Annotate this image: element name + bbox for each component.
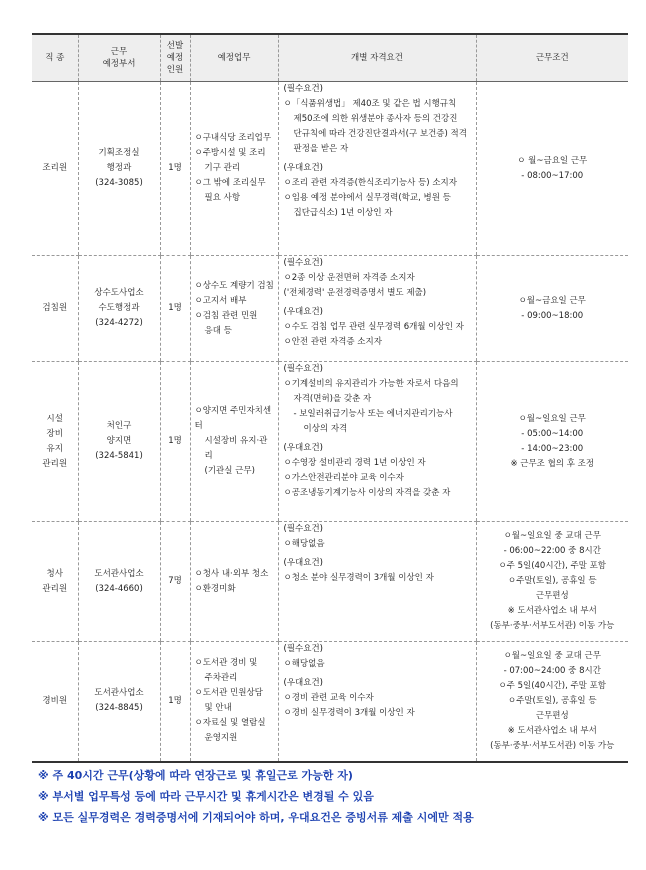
preferred-line: 집단급식소) 1년 이상인 자	[293, 208, 393, 218]
preferred-title: (우대요건)	[283, 678, 323, 688]
duty-line: ㅇ검침 관련 민원	[194, 310, 258, 321]
preferred-title: (우대요건)	[283, 558, 323, 568]
preferred-line: ㅇ청소 분야 실무경력이 3개월 이상인 자	[283, 573, 434, 583]
job-type-text: 경비원	[42, 695, 68, 706]
condition-line: ㅇ주 5일(40시간), 주말 포함	[498, 680, 607, 691]
header-count: 선발 예정 인원	[160, 34, 190, 82]
condition-line: ㅇ월~일요일 중 교대 근무	[503, 650, 601, 661]
department-text: (324-4660)	[95, 583, 143, 594]
job-type-text: 관리원	[42, 458, 68, 469]
required-line: 이상의 자격	[303, 424, 348, 434]
requirements-cell	[278, 362, 476, 522]
count-text: 1명	[168, 163, 182, 173]
job-type-text: 시설	[46, 413, 63, 424]
department-text: (324-8845)	[95, 703, 143, 714]
table-row	[32, 256, 628, 362]
required-line: ('전체경력' 운전경력증명서 별도 제출)	[283, 288, 427, 298]
duty-line: ㅇ환경미화	[194, 583, 236, 594]
job-type-cell	[32, 522, 78, 642]
preferred-line: ㅇ임용 예정 분야에서 실무경력(학교, 병원 등	[283, 193, 451, 203]
requirements-cell	[278, 522, 476, 642]
condition-line: ㅇ월~일요일 중 교대 근무	[503, 531, 601, 541]
count-cell	[160, 642, 190, 762]
job-type-text: 조리원	[42, 163, 68, 173]
count-cell	[160, 82, 190, 256]
header-requirements: 개별 자격요건	[278, 34, 476, 82]
table-row	[32, 82, 628, 256]
count-cell	[160, 522, 190, 642]
duty-line: ㅇ상수도 계량기 검침	[194, 280, 274, 291]
duty-line: ㅇ도서관 민원상담	[194, 688, 263, 699]
condition-line: ※ 근무조 협의 후 조정	[510, 458, 595, 469]
count-text: 1명	[168, 303, 182, 313]
required-line: ㅇ기계설비의 유지관리가 가능한 자로서 다음의	[283, 379, 459, 389]
required-title: (필수요건)	[283, 644, 323, 654]
duty-line: ㅇ청사 내·외부 청소	[194, 568, 269, 579]
required-title: (필수요건)	[283, 524, 323, 534]
department-text: (324-4272)	[95, 318, 143, 328]
duty-line: ㅇ양지면 주민자치센터	[194, 406, 272, 431]
preferred-line: ㅇ경비 실무경력이 3개월 이상인 자	[283, 708, 415, 718]
condition-line: ※ 도서관사업소 내 부서	[507, 606, 597, 616]
count-cell	[160, 362, 190, 522]
note-line: ※ 주 40시간 근무(상황에 따라 연장근로 및 휴일근로 가능한 자)	[38, 769, 353, 782]
notes-section	[38, 765, 618, 828]
count-text: 1명	[168, 695, 182, 706]
preferred-line: ㅇ수영장 설비관리 경력 1년 이상인 자	[283, 458, 426, 468]
duty-line: ㅇ고지서 배부	[194, 295, 247, 306]
condition-line: - 09:00~18:00	[521, 310, 584, 321]
conditions-cell	[476, 642, 628, 762]
preferred-line: ㅇ안전 관련 자격증 소지자	[283, 337, 382, 347]
duty-line: 주차관리	[204, 673, 238, 684]
recruitment-table-container	[32, 33, 628, 763]
preferred-title: (우대요건)	[283, 443, 323, 453]
condition-line: - 14:00~23:00	[521, 443, 584, 454]
department-text: 처인구	[106, 421, 132, 431]
department-text: (324-3085)	[95, 178, 143, 188]
department-cell	[78, 522, 160, 642]
required-line: ㅇ2종 이상 운전면허 자격증 소지자	[283, 273, 415, 283]
note-line: ※ 부서별 업무특성 등에 따라 근무시간 및 휴게시간은 변경될 수 있음	[38, 790, 374, 803]
department-text: 수도행정과	[98, 303, 140, 313]
condition-line: 근무편성	[535, 591, 569, 601]
preferred-line: ㅇ수도 검침 업무 관련 실무경력 6개월 이상인 자	[283, 322, 464, 332]
duty-line: ㅇ자료실 및 열람실	[194, 718, 266, 729]
job-type-cell	[32, 256, 78, 362]
department-cell	[78, 82, 160, 256]
header-type: 직 종	[32, 34, 78, 82]
condition-line: ㅇ 월~금요일 근무	[517, 155, 588, 166]
header-conditions: 근무조건	[476, 34, 628, 82]
condition-line: - 08:00~17:00	[521, 170, 584, 181]
job-type-cell	[32, 642, 78, 762]
required-title: (필수요건)	[283, 258, 323, 268]
preferred-title: (우대요건)	[283, 163, 323, 173]
job-type-text: 청사	[46, 568, 63, 579]
preferred-title: (우대요건)	[283, 307, 323, 317]
department-text: 상수도사업소	[94, 288, 144, 298]
department-cell	[78, 642, 160, 762]
required-line: - 보일러취급기능사 또는 에너지관리기능사	[293, 409, 453, 419]
duty-cell	[190, 362, 278, 522]
requirements-cell	[278, 642, 476, 762]
department-text: (324-5841)	[95, 451, 143, 461]
count-text: 7명	[168, 576, 182, 586]
condition-line: ㅇ주 5일(40시간), 주말 포함	[498, 561, 607, 571]
duty-line: ㅇ구내식당 조리업무	[194, 133, 272, 143]
required-line: ㅇ「식품위생법」 제40조 및 같은 법 시행규칙	[283, 99, 457, 109]
condition-line: ㅇ주말(토일), 공휴일 등	[507, 576, 597, 586]
required-title: (필수요건)	[283, 84, 323, 94]
duty-line: 시설장비 유지·관리	[204, 436, 268, 461]
condition-line: ㅇ월~금요일 근무	[518, 295, 586, 306]
required-line: 단규칙에 따라 건강진단결과서(구 보건증) 적격	[293, 129, 467, 139]
required-line: 자격(면허)을 갖춘 자	[293, 394, 372, 404]
condition-line: ※ 도서관사업소 내 부서	[507, 725, 597, 736]
required-line: ㅇ해당없음	[283, 539, 325, 549]
job-type-text: 관리원	[42, 583, 68, 594]
header-row	[32, 34, 628, 82]
duty-cell	[190, 522, 278, 642]
job-type-cell	[32, 362, 78, 522]
duty-cell	[190, 82, 278, 256]
department-text: 기획조정실	[98, 148, 140, 158]
condition-line: ㅇ주말(토일), 공휴일 등	[507, 695, 597, 706]
count-cell	[160, 256, 190, 362]
conditions-cell	[476, 522, 628, 642]
requirements-cell	[278, 82, 476, 256]
condition-line: - 05:00~14:00	[521, 428, 584, 439]
duty-line: 응대 등	[204, 325, 232, 336]
required-title: (필수요건)	[283, 364, 323, 374]
requirements-cell	[278, 256, 476, 362]
duty-line: 필요 사항	[204, 193, 241, 203]
preferred-line: ㅇ경비 관련 교육 이수자	[283, 693, 374, 703]
preferred-line: ㅇ가스안전관리분야 교육 이수자	[283, 473, 404, 483]
department-text: 양지면	[106, 436, 132, 446]
duty-line: ㅇ주방시설 및 조리	[194, 148, 266, 158]
condition-line: 근무편성	[535, 710, 569, 721]
conditions-cell	[476, 256, 628, 362]
duty-line: ㅇ도서관 경비 및	[194, 658, 258, 669]
duty-cell	[190, 642, 278, 762]
header-dept: 근무 예정부서	[78, 34, 160, 82]
duty-line: 및 안내	[204, 703, 232, 714]
conditions-cell	[476, 362, 628, 522]
conditions-cell	[476, 82, 628, 256]
job-type-text: 유지	[46, 443, 63, 454]
department-text: 도서관사업소	[94, 568, 144, 579]
required-line: ㅇ해당없음	[283, 659, 325, 669]
table-row	[32, 642, 628, 762]
condition-line: (동부·중부·서부도서관) 이동 가능	[490, 621, 615, 631]
department-text: 행정과	[106, 163, 132, 173]
preferred-line: ㅇ조리 관련 자격증(한식조리기능사 등) 소지자	[283, 178, 457, 188]
department-text: 도서관사업소	[94, 688, 144, 699]
header-duty: 예정업무	[190, 34, 278, 82]
job-type-text: 검침원	[42, 303, 68, 313]
department-cell	[78, 362, 160, 522]
duty-cell	[190, 256, 278, 362]
duty-line: ㅇ그 밖에 조리실무	[194, 178, 266, 188]
department-cell	[78, 256, 160, 362]
table-row	[32, 522, 628, 642]
condition-line: (동부·중부·서부도서관) 이동 가능	[490, 740, 615, 751]
job-type-cell	[32, 82, 78, 256]
duty-line: 운영지원	[204, 733, 238, 744]
preferred-line: ㅇ공조냉동기계기능사 이상의 자격을 갖춘 자	[283, 488, 451, 498]
recruitment-table	[32, 33, 628, 763]
condition-line: - 06:00~22:00 중 8시간	[503, 546, 601, 556]
required-line: 판정을 받은 자	[293, 144, 349, 154]
duty-line: (기관실 근무)	[204, 466, 255, 476]
note-line: ※ 모든 실무경력은 경력증명서에 기재되어야 하며, 우대요건은 증빙서류 제출 시에만 적용	[38, 811, 474, 824]
duty-line: 기구 관리	[204, 163, 241, 173]
required-line: 제50조에 의한 위생분야 종사자 등의 건강진	[293, 114, 458, 124]
job-type-text: 장비	[46, 428, 63, 439]
table-row	[32, 362, 628, 522]
condition-line: ㅇ월~일요일 근무	[518, 413, 586, 424]
condition-line: - 07:00~24:00 중 8시간	[503, 665, 601, 676]
count-text: 1명	[168, 436, 182, 446]
